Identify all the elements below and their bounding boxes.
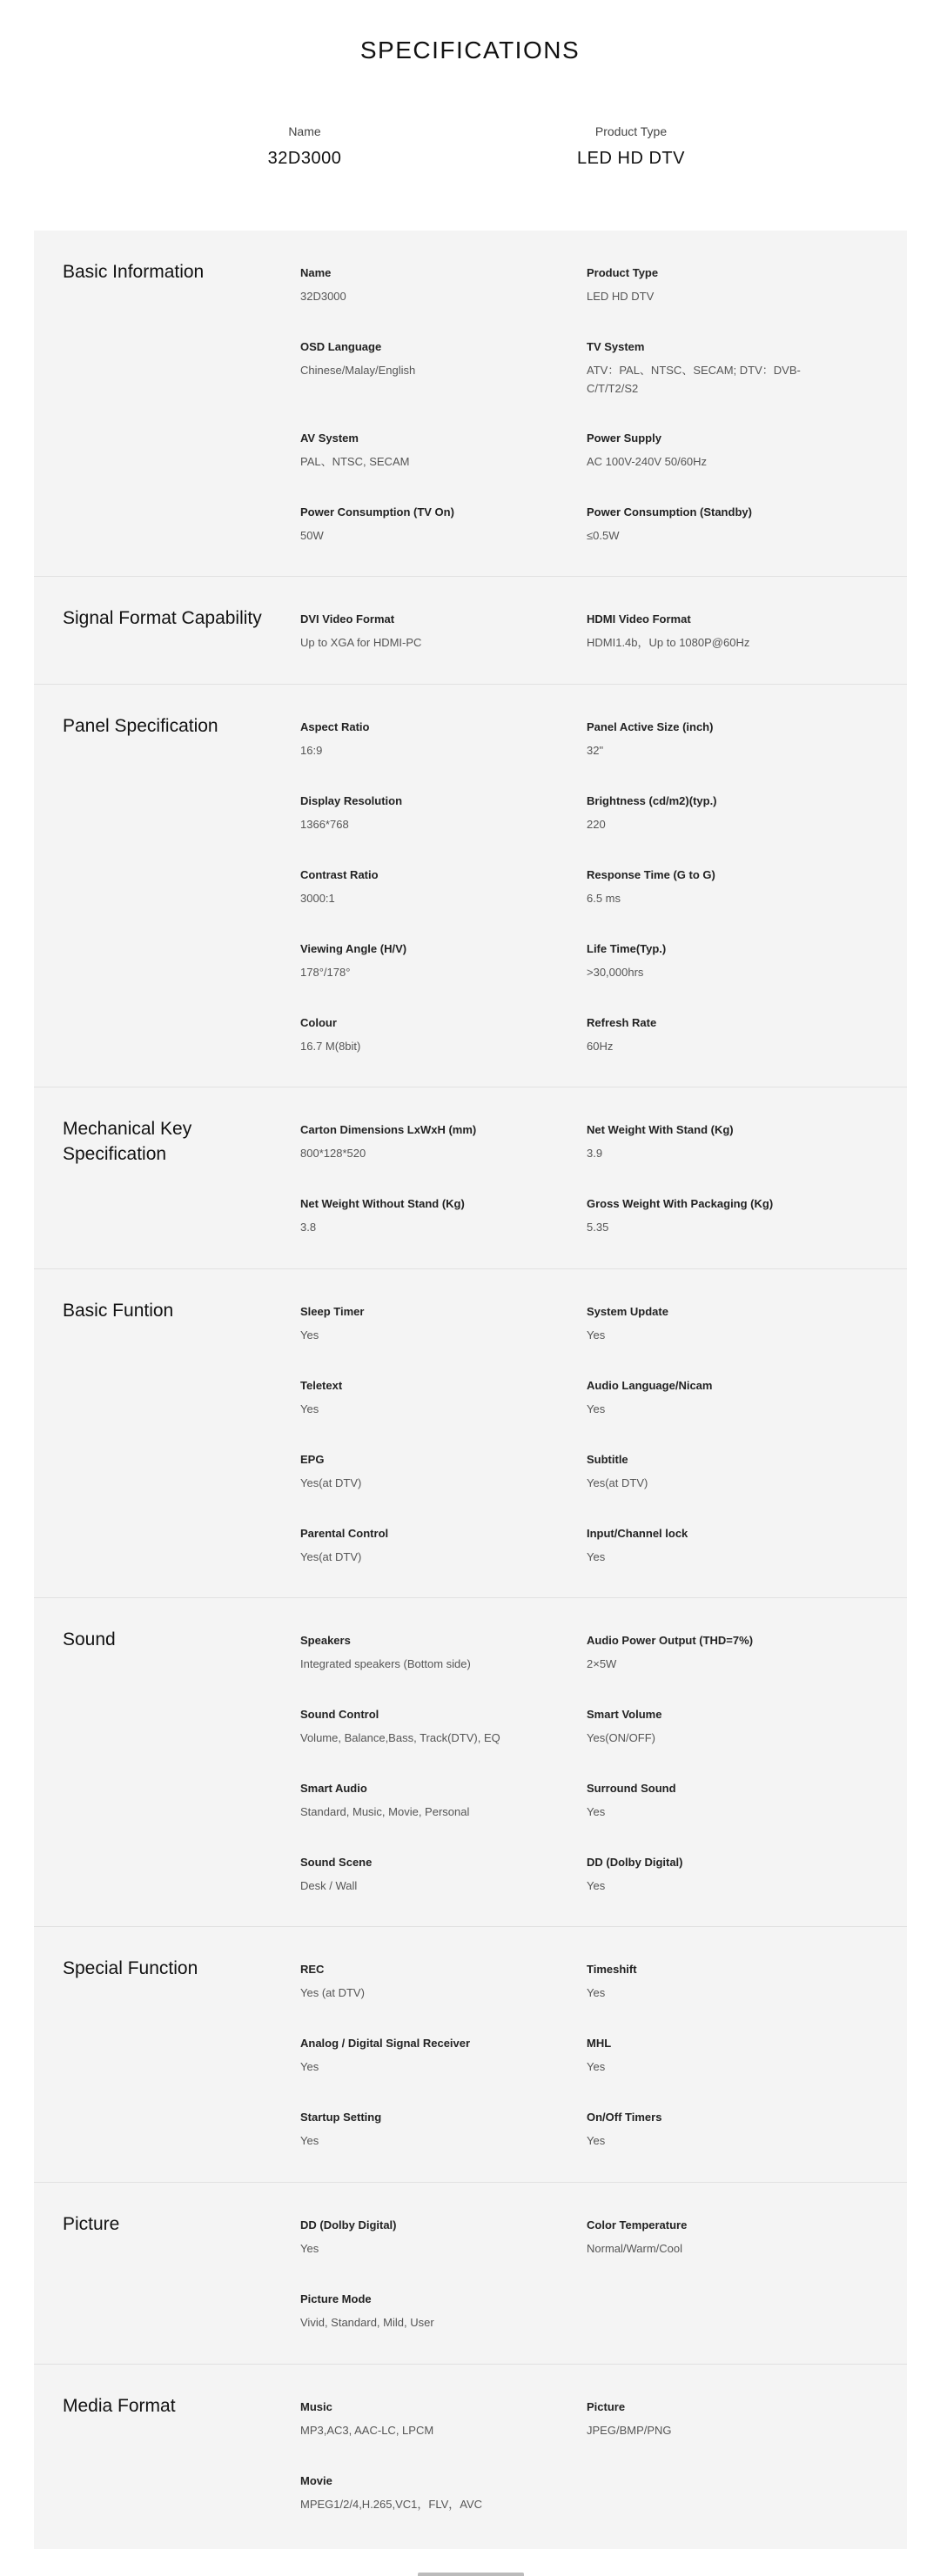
spec-item [587, 2036, 822, 2076]
spec-item [587, 1015, 822, 1055]
section-title: Panel Specification [63, 716, 218, 736]
spec-item [300, 2110, 535, 2150]
spec-label: Analog / Digital Signal Receiver [300, 2037, 471, 2050]
spec-label: Colour [300, 1016, 337, 1029]
spec-value: Yes [300, 2060, 319, 2073]
spec-label: Aspect Ratio [300, 720, 370, 733]
spec-label: Name [300, 266, 332, 279]
spec-value: Up to XGA for HDMI-PC [300, 636, 422, 649]
spec-item [587, 339, 822, 398]
spec-value: Yes [587, 1879, 606, 1892]
spec-value: 16.7 M(8bit) [300, 1040, 361, 1053]
section-title: Picture [63, 2214, 120, 2234]
spec-label: Surround Sound [587, 1782, 676, 1795]
spec-item [587, 1452, 822, 1492]
spec-value: Yes [587, 2134, 606, 2147]
spec-label: Color Temperature [587, 2218, 688, 2231]
spec-value: 60Hz [587, 1040, 614, 1053]
spec-value: ATV：PAL、NTSC、SECAM; DTV：DVB-C/T/T2/S2 [587, 364, 801, 395]
spec-item [587, 1633, 822, 1673]
spec-item [300, 1962, 535, 2002]
spec-item [300, 1855, 535, 1895]
spec-value: 32" [587, 744, 604, 757]
spec-label: Audio Power Output (THD=7%) [587, 1634, 754, 1647]
spec-value: Yes (at DTV) [300, 1986, 365, 1999]
spec-item [587, 431, 822, 471]
spec-value: Yes(at DTV) [587, 1476, 648, 1489]
spec-item [300, 2473, 535, 2513]
spec-item [587, 1304, 822, 1344]
spec-item [587, 2218, 822, 2258]
spec-item [587, 719, 822, 759]
section-signal-format-capability [34, 576, 907, 684]
spec-label: Product Type [587, 266, 659, 279]
spec-label: Refresh Rate [587, 1016, 657, 1029]
section-title: Mechanical Key Specification [63, 1119, 192, 1164]
section-title: Basic Information [63, 262, 205, 282]
spec-value: Yes [587, 1805, 606, 1818]
spec-value: Chinese/Malay/English [300, 364, 416, 377]
spec-item [300, 612, 535, 652]
product-summary [0, 124, 940, 185]
spec-label: Gross Weight With Packaging (Kg) [587, 1197, 774, 1210]
summary-type-label: Product Type [594, 124, 668, 138]
spec-item [300, 719, 535, 759]
spec-value: PAL、NTSC, SECAM [300, 455, 410, 468]
spec-label: Teletext [300, 1379, 343, 1392]
spec-value: AC 100V-240V 50/60Hz [587, 455, 708, 468]
spec-label: Carton Dimensions LxWxH (mm) [300, 1123, 477, 1136]
spec-item [587, 1526, 822, 1566]
spec-item [300, 1452, 535, 1492]
spec-item [587, 1196, 822, 1236]
spec-label: Display Resolution [300, 794, 403, 807]
spec-item [587, 1962, 822, 2002]
spec-label: On/Off Timers [587, 2111, 662, 2124]
spec-label: Contrast Ratio [300, 868, 379, 881]
spec-item [300, 1633, 535, 1673]
spec-value: 178°/178° [300, 966, 351, 979]
spec-item [300, 1015, 535, 1055]
spec-label: Music [300, 2400, 332, 2413]
spec-value: Volume, Balance,Bass, Track(DTV), EQ [300, 1731, 500, 1744]
spec-value: 1366*768 [300, 818, 349, 831]
spec-value: Yes [300, 1328, 319, 1342]
spec-value: MPEG1/2/4,H.265,VC1，FLV，AVC [300, 2498, 483, 2511]
spec-item [587, 1781, 822, 1821]
spec-value: HDMI1.4b，Up to 1080P@60Hz [587, 636, 750, 649]
spec-value: Yes(at DTV) [300, 1550, 362, 1563]
spec-item [300, 505, 535, 545]
spec-value: Yes(at DTV) [300, 1476, 362, 1489]
spec-item [300, 431, 535, 471]
spec-value: JPEG/BMP/PNG [587, 2424, 672, 2437]
spec-value: 3000:1 [300, 892, 335, 905]
section-special-function [34, 1926, 907, 2182]
spec-value: ≤0.5W [587, 529, 620, 542]
spec-item [587, 941, 822, 981]
spec-label: OSD Language [300, 340, 382, 353]
spec-label: Power Consumption (TV On) [300, 505, 454, 519]
spec-item [300, 2399, 535, 2439]
spec-label: DVI Video Format [300, 612, 395, 626]
spec-value: Vivid, Standard, Mild, User [300, 2316, 434, 2329]
specifications-panel [34, 231, 907, 2549]
spec-label: Power Supply [587, 432, 661, 445]
section-mechanical-key-specification [34, 1087, 907, 1268]
spec-value: 50W [300, 529, 324, 542]
spec-label: Input/Channel lock [587, 1527, 688, 1540]
spec-item [300, 1196, 535, 1236]
spec-value: 6.5 ms [587, 892, 621, 905]
spec-item [587, 265, 822, 305]
spec-item [300, 1122, 535, 1162]
spec-item [300, 339, 535, 379]
spec-label: DD (Dolby Digital) [300, 2218, 397, 2231]
spec-label: Net Weight With Stand (Kg) [587, 1123, 734, 1136]
spec-label: EPG [300, 1453, 325, 1466]
spec-label: Power Consumption (Standby) [587, 505, 752, 519]
spec-value: MP3,AC3, AAC-LC, LPCM [300, 2424, 434, 2437]
spec-label: Net Weight Without Stand (Kg) [300, 1197, 465, 1210]
spec-value: Yes [587, 2060, 606, 2073]
spec-label: Life Time(Typ.) [587, 942, 667, 955]
spec-value: 800*128*520 [300, 1147, 366, 1160]
spec-item [300, 2218, 535, 2258]
summary-name-value: 32D3000 [267, 149, 342, 168]
spec-value: Yes [587, 1402, 606, 1415]
section-sound [34, 1597, 907, 1926]
spec-label: Speakers [300, 1634, 351, 1647]
spec-item [300, 867, 535, 907]
spec-item [300, 2036, 535, 2076]
spec-value: Standard, Music, Movie, Personal [300, 1805, 470, 1818]
spec-value: Yes [300, 1402, 319, 1415]
spec-item [587, 867, 822, 907]
spec-value: Normal/Warm/Cool [587, 2242, 683, 2255]
spec-item [587, 1122, 822, 1162]
spec-item [587, 1378, 822, 1418]
spec-value: 2×5W [587, 1657, 617, 1670]
page-title: SPECIFICATIONS [359, 37, 581, 64]
spec-item [300, 1304, 535, 1344]
section-title: Signal Format Capability [63, 608, 262, 628]
summary-name [174, 124, 435, 169]
section-title: Sound [63, 1629, 116, 1649]
spec-value: Yes(ON/OFF) [587, 1731, 655, 1744]
section-title: Basic Funtion [63, 1301, 174, 1321]
spec-value: Integrated speakers (Bottom side) [300, 1657, 471, 1670]
spec-label: Panel Active Size (inch) [587, 720, 714, 733]
spec-value: 3.9 [587, 1147, 603, 1160]
spec-label: Smart Audio [300, 1782, 367, 1795]
summary-product-type [500, 124, 762, 169]
spec-label: Viewing Angle (H/V) [300, 942, 407, 955]
spec-label: Smart Volume [587, 1708, 662, 1721]
spec-label: Sound Scene [300, 1856, 373, 1869]
spec-value: Yes [587, 1550, 606, 1563]
spec-label: Response Time (G to G) [587, 868, 715, 881]
section-basic-information [34, 231, 907, 576]
spec-item [587, 1707, 822, 1747]
section-picture [34, 2182, 907, 2364]
section-media-format [34, 2364, 907, 2549]
spec-item [300, 1378, 535, 1418]
spec-label: Parental Control [300, 1527, 389, 1540]
spec-item [300, 265, 535, 305]
spec-value: Yes [587, 1328, 606, 1342]
spec-label: Startup Setting [300, 2111, 382, 2124]
spec-label: AV System [300, 432, 359, 445]
spec-label: HDMI Video Format [587, 612, 691, 626]
spec-value: Desk / Wall [300, 1879, 358, 1892]
spec-label: TV System [587, 340, 645, 353]
spec-value: Yes [300, 2242, 319, 2255]
spec-label: Timeshift [587, 1963, 637, 1976]
spec-item [587, 612, 822, 652]
spec-label: DD (Dolby Digital) [587, 1856, 683, 1869]
spec-label: Sleep Timer [300, 1305, 365, 1318]
spec-item [300, 793, 535, 833]
spec-label: MHL [587, 2037, 612, 2050]
spec-value: >30,000hrs [587, 966, 644, 979]
spec-item [300, 1526, 535, 1566]
spec-item [587, 505, 822, 545]
spec-value: Yes [300, 2134, 319, 2147]
spec-item [587, 1855, 822, 1895]
spec-value: LED HD DTV [587, 290, 655, 303]
spec-label: Picture [587, 2400, 626, 2413]
spec-label: Movie [300, 2474, 332, 2487]
spec-label: Brightness (cd/m2)(typ.) [587, 794, 717, 807]
spec-item [587, 793, 822, 833]
spec-value: 16:9 [300, 744, 323, 757]
section-basic-funtion [34, 1268, 907, 1597]
spec-value: 220 [587, 818, 606, 831]
spec-item [300, 1781, 535, 1821]
spec-item [300, 1707, 535, 1747]
summary-type-value: LED HD DTV [577, 149, 685, 168]
summary-name-label: Name [288, 124, 321, 138]
spec-label: Subtitle [587, 1453, 628, 1466]
spec-value: 3.8 [300, 1221, 317, 1234]
spec-label: Audio Language/Nicam [587, 1379, 713, 1392]
scroll-indicator[interactable] [418, 2573, 524, 2576]
spec-label: Sound Control [300, 1708, 379, 1721]
spec-item [587, 2399, 822, 2439]
section-title: Special Function [63, 1958, 198, 1978]
spec-value: 5.35 [587, 1221, 609, 1234]
spec-item [300, 2292, 535, 2332]
spec-label: System Update [587, 1305, 668, 1318]
section-panel-specification [34, 684, 907, 1087]
spec-item [587, 2110, 822, 2150]
spec-value: Yes [587, 1986, 606, 1999]
spec-label: Picture Mode [300, 2292, 372, 2305]
spec-label: REC [300, 1963, 325, 1976]
spec-value: 32D3000 [300, 290, 346, 303]
spec-item [300, 941, 535, 981]
section-title: Media Format [63, 2396, 176, 2416]
